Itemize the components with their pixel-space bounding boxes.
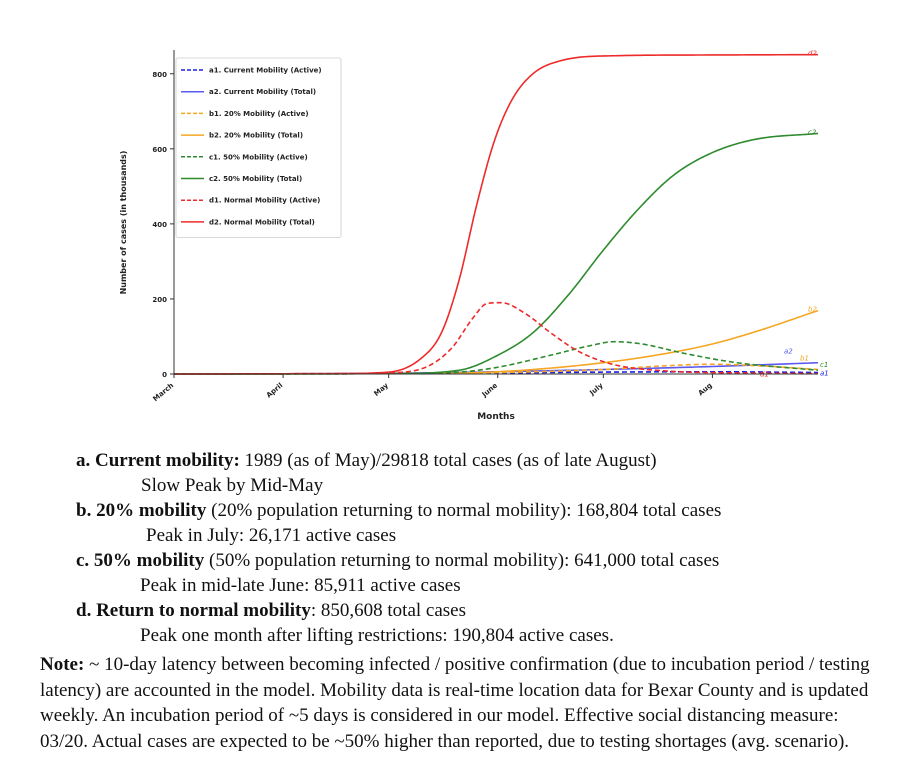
legend-label-c1: c1. 50% Mobility (Active)	[209, 153, 308, 162]
scenario-c-sub: Peak in mid-late June: 85,911 active cases	[140, 575, 461, 596]
legend-label-c2: c2. 50% Mobility (Total)	[209, 175, 303, 183]
legend-box	[176, 58, 341, 238]
y-tick-label-800: 800	[152, 70, 167, 79]
x-tick-label-march: March	[151, 381, 176, 404]
x-tick-label-april: April	[264, 381, 285, 400]
model-note	[40, 652, 890, 754]
scenario-a-line	[76, 448, 657, 473]
series-line-d1	[174, 303, 818, 374]
scenario-b-line	[76, 498, 721, 523]
scenario-c-title: c. 50% mobility	[76, 550, 205, 571]
series-end-label-a2: a2	[784, 347, 793, 356]
scenario-a-text: 1989 (as of May)/29818 total cases (as of late August)	[239, 450, 657, 471]
scenario-d-line	[76, 598, 466, 623]
scenario-c-line	[76, 548, 719, 573]
series-end-label-d2: d2	[808, 49, 817, 58]
legend-label-b1: b1. 20% Mobility (Active)	[209, 109, 309, 118]
note-text: ~ 10-day latency between becoming infected / positive confirmation (due to incubation period / testing latency) are accounted in the model. Mobility data is real-time location data for Bexar County and is updated weekly. An incubation period of ~5 days is considered in our model. Effective social distancing measure: 03/20. Actual cases are expected to be ~50% higher than reported, due to testing shortages (avg. scenario).	[40, 654, 870, 752]
y-tick-label-0: 0	[162, 371, 167, 379]
scenario-a-title: a. Current mobility:	[76, 450, 240, 471]
y-tick-label-600: 600	[152, 145, 167, 154]
series-end-label-d1: d1	[760, 370, 769, 379]
legend-label-d1: d1. Normal Mobility (Active)	[209, 196, 321, 205]
legend-label-a1: a1. Current Mobility (Active)	[209, 66, 322, 75]
legend-label-d2: d2. Normal Mobility (Total)	[209, 218, 315, 227]
x-tick-label-june: June	[480, 381, 500, 399]
series-end-label-c2: c2	[808, 128, 817, 137]
scenario-a-sub: Slow Peak by Mid-May	[141, 475, 324, 496]
x-tick-label-july: July	[588, 381, 605, 397]
scenario-b-text: (20% population returning to normal mobility): 168,804 total cases	[206, 500, 722, 521]
y-tick-label-200: 200	[152, 295, 167, 304]
series-end-label-b1: b1	[800, 354, 809, 363]
scenario-d-sub: Peak one month after lifting restrictions: 190,804 active cases.	[140, 625, 614, 646]
note-label: Note:	[40, 654, 85, 675]
scenario-b-title: b. 20% mobility	[76, 500, 207, 521]
legend	[176, 58, 341, 238]
x-tick-label-aug: Aug	[696, 381, 714, 398]
scenario-d-title: d. Return to normal mobility	[76, 600, 311, 621]
scenario-d-text: : 850,608 total cases	[310, 600, 466, 621]
scenario-c-text: (50% population returning to normal mobility): 641,000 total cases	[204, 550, 720, 571]
legend-label-a2: a2. Current Mobility (Total)	[209, 88, 317, 97]
series-end-label-b2: b2	[808, 305, 817, 314]
scenario-b-sub: Peak in July: 26,171 active cases	[146, 525, 397, 546]
y-tick-label-400: 400	[152, 220, 167, 229]
legend-label-b2: b2. 20% Mobility (Total)	[209, 131, 304, 140]
series-end-label-a1: a1	[820, 369, 829, 378]
y-axis-label: Number of cases (in thousands)	[119, 150, 128, 295]
x-axis-label: Months	[477, 412, 515, 422]
series-end-label-c1: c1	[820, 361, 829, 370]
x-tick-label-may: May	[372, 381, 390, 398]
series-line-c1	[174, 342, 818, 374]
